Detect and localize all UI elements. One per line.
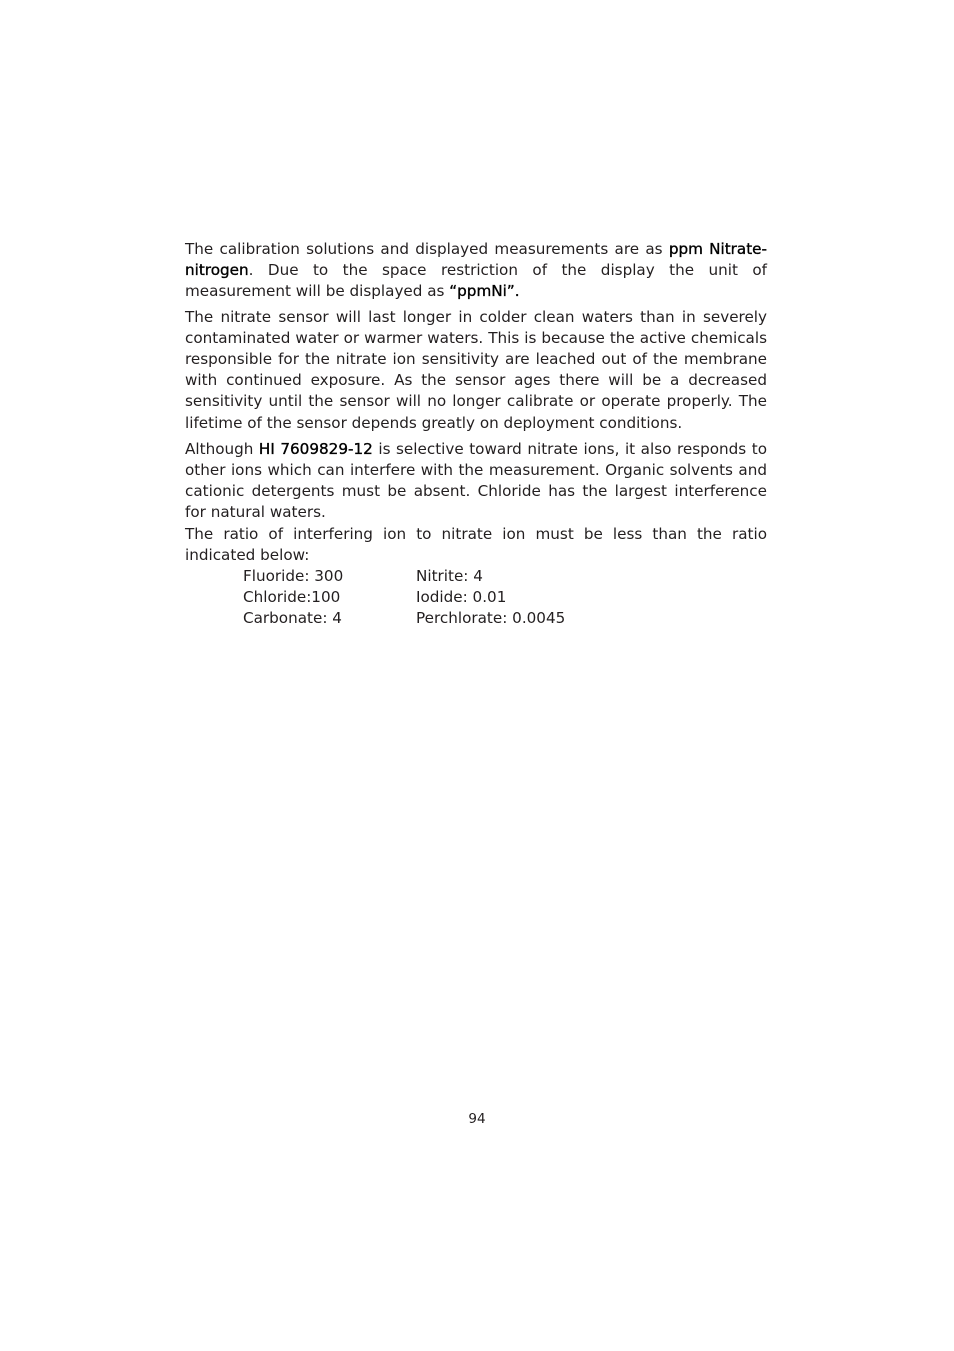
ratio-item-iodide: Iodide: 0.01 — [416, 588, 507, 607]
model-number-emphasis: HI 7609829-12 — [258, 439, 373, 458]
interfering-ion-ratio-list — [243, 566, 767, 630]
ratio-item-carbonate: Carbonate: 4 — [243, 609, 342, 628]
paragraph-text: is selective toward nitrate ions, it also responds to other ions which can interfere with the measurement. Organic solvents and cationic detergents must be absent. Chloride has the largest interference for natural waters. — [185, 439, 767, 522]
paragraph-text: The calibration solutions and displayed measurements are as — [185, 240, 669, 258]
ratio-item-chloride: Chloride:100 — [243, 588, 341, 607]
unit-emphasis: ppm Nitrate-nitrogen — [185, 240, 768, 280]
ratio-item-fluoride: Fluoride: 300 — [243, 567, 344, 586]
paragraph-text: Although — [185, 439, 259, 458]
ratio-item-nitrite: Nitrite: 4 — [416, 567, 483, 586]
paragraph-ratio-intro: The ratio of interfering ion to nitrate ion must be less than the ratio indicated below: — [185, 524, 767, 564]
paragraph-text: . Due to the space restriction of the display the unit of measurement will be displayed as — [185, 261, 767, 301]
paragraph-calibration-units — [185, 239, 767, 303]
page-content — [185, 239, 767, 630]
ratio-item-perchlorate: Perchlorate: 0.0045 — [416, 609, 566, 628]
page-number: 94 — [468, 1111, 486, 1127]
paragraph-interference — [185, 439, 767, 524]
paragraph-sensor-lifetime: The nitrate sensor will last longer in colder clean waters than in severely contaminated water or warmer waters. This is because the active chemicals responsible for the nitrate ion sensitivity are leached out of the membrane with continued exposure. As the sensor ages there will be a decreased sensitivity until the sensor will no longer calibrate or operate properly. The lifetime of the sensor depends greatly on deployment conditions. — [185, 307, 767, 432]
display-unit-emphasis: “ppmNi”. — [449, 282, 520, 301]
